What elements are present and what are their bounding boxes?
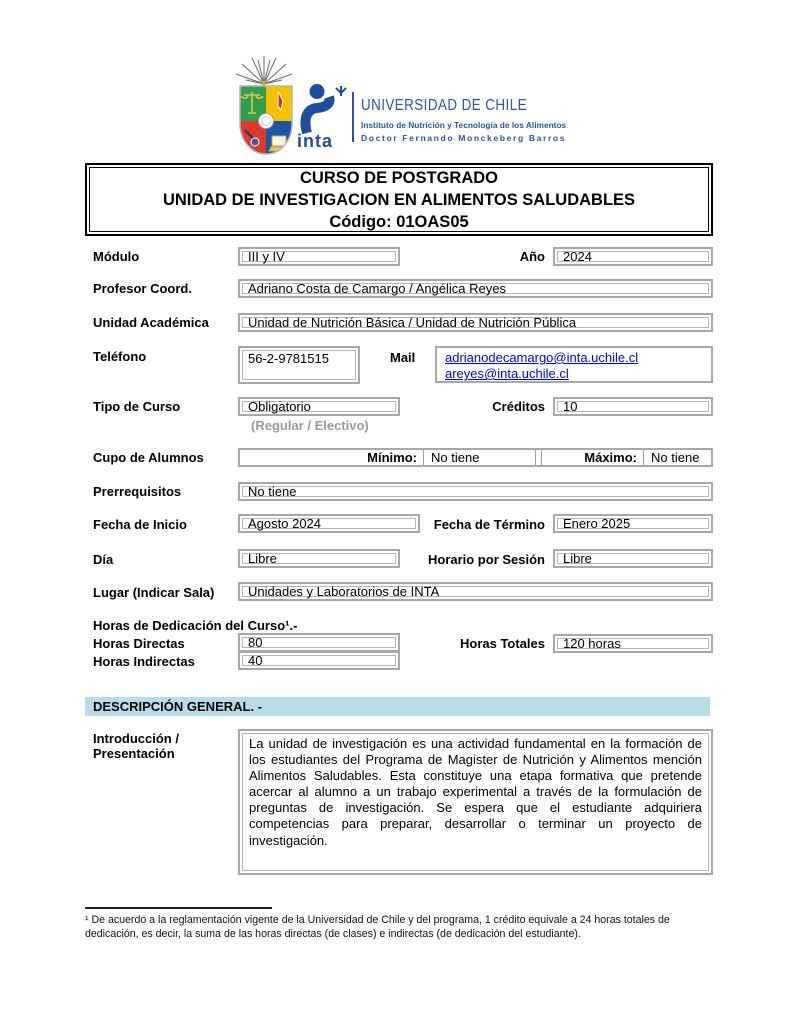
dia-label: Día (93, 552, 114, 567)
lugar-value: Unidades y Laboratorios de INTA (238, 582, 713, 601)
modulo-label: Módulo (93, 249, 140, 264)
horario-sesion-value: Libre (553, 549, 713, 568)
footnote-text: ¹ De acuerdo a la reglamentación vigente de la Universidad de Chile y del programa, 1 crédito equivale a 24 horas totales de dedicación, es decir, la suma de las horas directas (de clases) e indirectas (de dedicación del estudiante). (85, 914, 670, 940)
fecha-inicio-value: Agosto 2024 (238, 514, 420, 533)
introduccion-label-line2: Presentación (93, 746, 175, 761)
horas-directas-label: Horas Directas (93, 636, 185, 651)
horas-totales-value: 120 horas (553, 634, 713, 653)
horas-indirectas-value: 40 (238, 651, 400, 670)
prerrequisitos-label: Prerrequisitos (93, 484, 182, 499)
logo-divider (352, 92, 354, 142)
introduccion-paragraph: La unidad de investigación es una actividad fundamental en la formación de los estudiantes del Programa de Magister de Nutrición y Alimentos mención Alimentos Saludables. Esta constituye una etapa formativa que pretende acercar al alumno a un trabajo experimental a través de la formulación de preguntas de investigación. Se espera que el estudiante adquiriera competencias para preparar, desarrollar o terminar un proyecto de investigación. (238, 729, 713, 875)
tipo-de-curso-value: Obligatorio (238, 397, 400, 416)
creditos-value: 10 (553, 397, 713, 416)
cupo-de-alumnos-box (238, 448, 713, 467)
telefono-value: 56-2-9781515 (238, 346, 360, 384)
uchile-shield-logo (238, 84, 294, 158)
horas-directas-value: 80 (238, 633, 400, 652)
fecha-termino-label: Fecha de Término (433, 517, 545, 532)
creditos-label: Créditos (492, 399, 545, 414)
profesor-coord-value: Adriano Costa de Camargo / Angélica Reyes (238, 279, 713, 298)
profesor-coord-label: Profesor Coord. (93, 281, 192, 296)
mail-box (435, 346, 713, 383)
horas-dedicacion-heading: Horas de Dedicación del Curso¹.- (93, 618, 298, 633)
ano-label: Año (519, 249, 545, 264)
cupo-max-label: Máximo: (542, 450, 644, 465)
course-code: Código: 01OAS05 (329, 212, 469, 231)
introduccion-label-line1: Introducción / (93, 731, 179, 746)
inta-logo (300, 84, 348, 134)
lugar-label: Lugar (Indicar Sala) (93, 585, 215, 600)
inta-wordmark: inta (297, 131, 334, 151)
mail-label: Mail (390, 350, 416, 365)
institute-name: Instituto de Nutrición y Tecnología de los Alimentos (361, 120, 567, 130)
cupo-min-label: Mínimo: (240, 450, 424, 465)
cupo-min-value: No tiene (424, 450, 536, 465)
course-name-title: UNIDAD DE INVESTIGACION EN ALIMENTOS SALUDABLES (162, 190, 636, 209)
horario-sesion-label: Horario por Sesión (427, 552, 545, 567)
modulo-value: III y IV (238, 247, 400, 266)
tipo-de-curso-hint: (Regular / Electivo) (251, 418, 369, 433)
tipo-de-curso-label: Tipo de Curso (93, 399, 181, 414)
unidad-academica-value: Unidad de Nutrición Básica / Unidad de Nutrición Pública (238, 313, 713, 332)
prerrequisitos-value: No tiene (238, 482, 713, 501)
course-title-box (85, 163, 713, 236)
descripcion-general-heading: DESCRIPCIÓN GENERAL. - (85, 697, 710, 716)
starburst-icon (234, 56, 298, 86)
fecha-termino-value: Enero 2025 (553, 514, 713, 533)
university-name: UNIVERSIDAD DE CHILE (361, 97, 527, 114)
cupo-de-alumnos-label: Cupo de Alumnos (93, 450, 204, 465)
horas-indirectas-label: Horas Indirectas (93, 654, 195, 669)
horas-totales-label: Horas Totales (459, 636, 545, 651)
dia-value: Libre (238, 549, 400, 568)
fecha-inicio-label: Fecha de Inicio (93, 517, 187, 532)
cupo-max-value: No tiene (651, 450, 700, 465)
unidad-academica-label: Unidad Académica (93, 315, 209, 330)
mail-link-primary[interactable]: adrianodecamargo@inta.uchile.cl (445, 350, 639, 365)
ano-value: 2024 (553, 247, 713, 266)
course-type-title: CURSO DE POSTGRADO (299, 168, 499, 187)
institute-director-name: Doctor Fernando Monckeberg Barros (361, 133, 567, 143)
footnote-divider (85, 907, 272, 909)
telefono-label: Teléfono (93, 349, 147, 364)
mail-link-secondary[interactable]: areyes@inta.uchile.cl (445, 366, 569, 381)
